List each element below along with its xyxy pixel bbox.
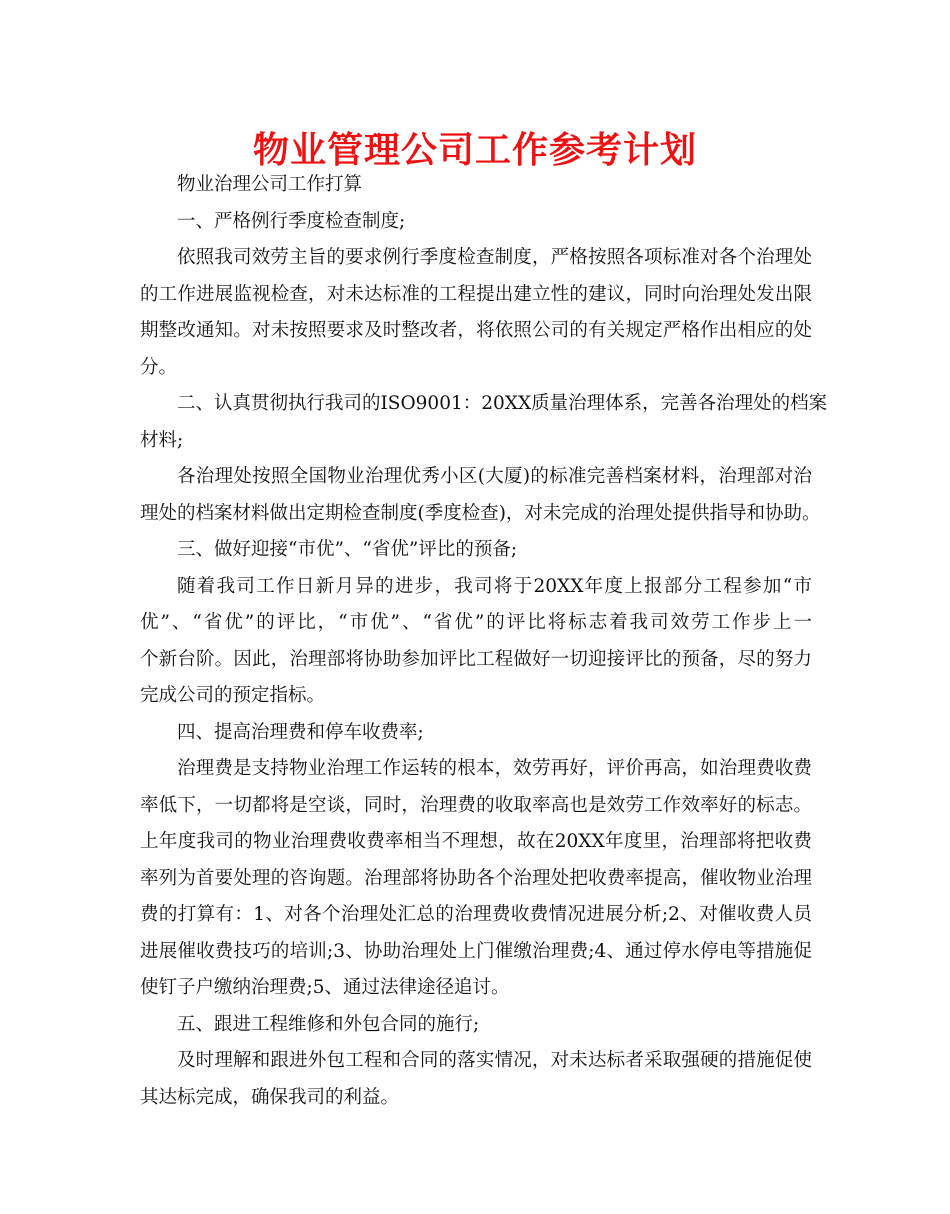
text-line: 期整改通知。对未按照要求及时整改者，将依照公司的有关规定严格作出相应的处	[140, 320, 812, 341]
text-line: 物业治理公司工作打算	[177, 174, 363, 195]
text-line: 一、严格例行季度检查制度;	[177, 210, 406, 232]
document-body	[140, 167, 828, 1116]
text-line: 率低下，一切都将是空谈，同时，治理费的收取率高也是效劳工作效率好的标志。	[140, 794, 812, 816]
text-line: 及时理解和跟进外包工程和合同的落实情况，对未达标者采取强硬的措施促使	[177, 1050, 812, 1071]
text-line: 其达标完成，确保我司的利益。	[140, 1086, 400, 1108]
text-line: 上年度我司的物业治理费收费率相当不理想，故在20XX年度里，治理部将把收费	[140, 831, 812, 852]
text-line: 个新台阶。因此，治理部将协助参加评比工程做好一切迎接评比的预备，尽的努力	[140, 648, 812, 670]
text-line: 率列为首要处理的咨询题。治理部将协助各个治理处把收费率提高，催收物业治理	[140, 867, 812, 889]
text-line: 三、做好迎接“市优”、“省优”评比的预备;	[177, 539, 518, 560]
text-line: 理处的档案材料做出定期检查制度(季度检查)，对未完成的治理处提供指导和协助。	[140, 502, 821, 524]
text-line: 费的打算有：1、对各个治理处汇总的治理费收费情况进展分析;2、对催收费人员	[140, 904, 812, 925]
text-line: 依照我司效劳主旨的要求例行季度检查制度，严格按照各项标准对各个治理处	[177, 247, 812, 268]
text-line: 二、认真贯彻执行我司的ISO9001：20XX质量治理体系，完善各治理处的档案	[177, 393, 828, 414]
text-line: 使钉子户缴纳治理费;5、通过法律途径追讨。	[140, 977, 510, 998]
text-line: 五、跟进工程维修和外包合同的施行;	[177, 1013, 480, 1035]
text-line: 完成公司的预定指标。	[140, 685, 326, 706]
text-line: 治理费是支持物业治理工作运转的根本，效劳再好，评价再高，如治理费收费	[177, 758, 812, 779]
text-line: 四、提高治理费和停车收费率;	[177, 721, 424, 743]
document-title: 物业管理公司工作参考计划	[252, 130, 697, 171]
text-line: 优”、“省优”的评比，“市优”、“省优”的评比将标志着我司效劳工作步上一	[140, 612, 812, 633]
text-line: 分。	[140, 356, 178, 378]
text-line: 随着我司工作日新月异的进步，我司将于20XX年度上报部分工程参加“市	[177, 575, 812, 597]
text-line: 的工作进展监视检查，对未达标准的工程提出建立性的建议，同时向治理处发出限	[140, 283, 812, 305]
text-line: 进展催收费技巧的培训;3、协助治理处上门催缴治理费;4、通过停水停电等措施促	[140, 940, 812, 962]
text-line: 各治理处按照全国物业治理优秀小区(大厦)的标准完善档案材料，治理部对治	[177, 466, 812, 487]
text-line: 材料;	[140, 429, 184, 451]
